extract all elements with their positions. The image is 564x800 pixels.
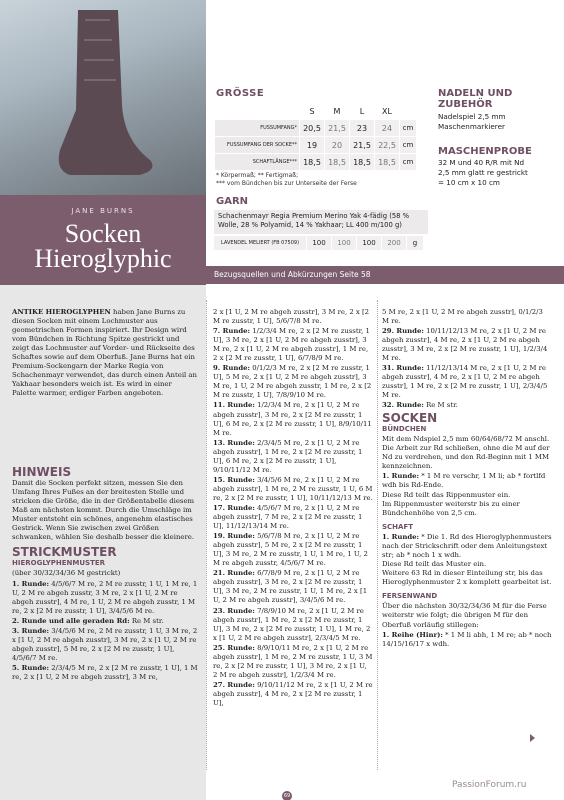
- size-col-s: S: [300, 103, 324, 119]
- column-1: [12, 466, 198, 683]
- size-row: FUSSUMFANG DER SOCKE** 19 20 21,5 22,5 cm: [215, 137, 416, 153]
- socken-heading: SOCKEN: [382, 410, 438, 425]
- buendchen-text: Mit dem Ndspiel 2,5 mm 60/64/68/72 M anschl. Die Arbeit zur Rd schließen, ohne die M auf der Nd zu verdrehen, und den Rd-Beginn mit 1 MM kennzeichnen.: [382, 434, 550, 470]
- yarn-color-label: LAVENDEL MELIERT (FB 07509): [214, 236, 306, 250]
- round-instruction: 19. Runde: 5/6/7/8 M re, 2 x [1 U, 2 M re abgeh zusstr], 5 M re, 2 x [2 M re zusstr, 1 U], 3 M re, 2 M re zusstr, 1 U, 1 M re, 1 U, 2 M re abgeh zusstr, 4/5/6/7 M re.: [213, 532, 368, 568]
- round-instruction: 13. Runde: 2/3/4/5 M re, 2 x [1 U, 2 M re abgeh zusstr], 1 M re, 2 x [2 M re zusstr, 1 U], 6 M re, 2 x [2 M re zusstr, 1 U], 9/10/11/12 M re.: [213, 438, 363, 474]
- round-instruction: 2 x [1 U, 2 M re abgeh zusstr], 3 M re, 2 x [2 M re zusstr, 1 U], 5/6/7/8 M re.: [213, 308, 370, 326]
- watermark: PassionForum.ru: [452, 780, 527, 790]
- buendchen-subheading: BÜNDCHEN: [382, 424, 427, 433]
- size-col-xl: XL: [375, 103, 399, 119]
- round-instruction: 11. Runde: 1/2/3/4 M re, 2 x [1 U, 2 M re abgeh zusstr], 3 M re, 2 x [2 M re zusstr, 1 U], 6 M re, 2 x [2 M re zusstr, 1 U], 8/9/10/11 M re.: [213, 401, 372, 437]
- size-heading: GRÖSSE: [216, 88, 265, 99]
- round-instruction: 17. Runde: 4/5/6/7 M re, 2 x [1 U, 2 M re abgeh zusstr], 7 M re, 2 x [2 M re zusstr, 1 U], 11/12/13/14 M re.: [213, 503, 363, 531]
- round-instruction: 29. Runde: 10/11/12/13 M re, 2 x [1 U, 2 M re abgeh zusstr], 4 M re, 2 x [1 U, 2 M re abgeh zusstr], 3 M re, 2 x [2 M re zusstr, 1 U], 1/2/3/4 M re.: [382, 327, 548, 363]
- round-instruction: 31. Runde: 11/12/13/14 M re, 2 x [1 U, 2 M re abgeh zusstr], 4 M re, 2 x [1 U, 2 M re abgeh zusstr], 1 M re, 2 x [2 M re zusstr, 1 U], 2/3/4/5 M re.: [382, 364, 548, 400]
- size-table: [214, 102, 417, 171]
- yarn-heading: GARN: [216, 196, 249, 207]
- size-row: FUSSUMFANG* 20,5 21,5 23 24 cm: [215, 120, 416, 136]
- round-instruction: 5. Runde: 2/3/4/5 M re, 2 x [2 M re zusstr, 1 U], 1 M re, 2 x [1 U, 2 M re abgeh zusstr], 3 M re,: [12, 663, 198, 681]
- size-footnote: * Körpermaß; ** Fertigmaß; *** vom Bündchen bis zur Unterseite der Ferse: [216, 172, 357, 187]
- needles-text: Nadelspiel 2,5 mm Maschenmarkierer: [438, 112, 506, 131]
- page-number: 69: [283, 793, 291, 799]
- yarn-amounts-row: LAVENDEL MELIERT (FB 07509) 100 100 100 200 g: [214, 236, 423, 250]
- round-instruction: 27. Runde: 9/10/11/12 M re, 2 x [1 U, 2 M re abgeh zusstr], 4 M re, 2 x [2 M re zusstr, 1 U],: [213, 680, 373, 707]
- size-col-m: M: [325, 103, 349, 119]
- column-3: 5 M re, 2 x [1 U, 2 M re abgeh zusstr], 0/1/2/3 M re. 29. Runde: 10/11/12/13 M re, 2 x [1 U, 2 M re abgeh zusstr], 4 M re, 2 x [1 U, 2 M re abgeh zusstr], 3 M re, 2 x [2 M re zusstr, 1 U], 1/2/3/4 M re. 31. Runde: 11/12/13/14 M re, 2 x [1 U, 2 M re abgeh zusstr], 4 M re, 2 x [1 U, 2 M re abgeh zusstr], 1 M re, 2 x [2 M re zusstr, 1 U], 2/3/4/5 M re. 32. Runde: Re M str. SOCKEN BÜNDCHEN Mit dem Ndspiel 2,5 mm 60/64/68/72 M anschl. Die Arbeit zur Rd schließen, ohne die M auf der Nd zu verdrehen, und den Rd-Beginn mit 1 MM kennzeichnen. 1. Runde: * 1 M re verschr, 1 M li; ab * fortlfd wdh bis Rd-Ende. Diese Rd teilt das Rippenmuster ein. Im Rippenmuster weiterstr bis zu einer Bündchenhöhe von 2,5 cm. SCHAFT 1. Runde: * Die 1. Rd des Hieroglyphenmusters nach der Strickschrift oder dem Anleitungstext str; ab * noch 1 x wdh. Diese Rd teilt das Muster ein. Weitere 63 Rd in dieser Einteilung str, bis das Hieroglyphenmuster 2 x komplett gearbeitet ist. FERSENWAND Über die nächsten 30/32/34/36 M für die Ferse weiterstr wie folgt; die übrigen M für den Oberfuß vorläufig stillegen: 1. Reihe (Hinr): * 1 M li abh, 1 M re; ab * noch 14/15/16/17 x wdh.: [382, 308, 552, 648]
- strickmuster-heading: STRICKMUSTER: [12, 545, 117, 560]
- sock-illustration: [40, 10, 160, 180]
- hero-photo: [0, 0, 206, 195]
- round-list-1: [12, 580, 198, 683]
- round-list-2: [213, 308, 373, 708]
- hieroglyphenmuster-subheading: HIEROGLYPHENMUSTER: [12, 559, 106, 568]
- hinweis-heading: HINWEIS: [12, 465, 72, 479]
- references-bar: Bezugsquellen und Abkürzungen Seite 58: [206, 266, 564, 284]
- stitch-count-note: (über 30/32/34/36 M gestrickt): [12, 569, 121, 578]
- round-instruction: 32. Runde: Re M str.: [382, 401, 458, 410]
- round-instruction: 21. Runde: 6/7/8/9 M re, 2 x [1 U, 2 M re abgeh zusstr], 3 M re, 2 x [2 M re zusstr, 1 U], 3 M re, 2 M re zusstr, 1 U, 1 M re, 2 x [1 U, 2 M re abgeh zusstr], 3/4/5/6 M re.: [213, 569, 368, 605]
- size-row: SCHAFTLÄNGE*** 18,5 18,5 18,5 18,5 cm: [215, 154, 416, 170]
- intro-text: ANTIKE HIEROGLYPHEN haben Jane Burns zu diesen Socken mit einem Lochmuster aus geometrischen Formen inspiriert. Ihr Design wird vom Bündchen in Richtung Spitze gestrickt und zeigt das Lochmuster auf Vorder- und Rückseite des Schaftes sowie auf dem Oberfuß. Jane Burns hat ein Premium-Sockengarn der Marke Regia von Schachenmayr verwendet, das durch einen Anteil an Yakhaar besonders weich ist. Es wird in einer Palette warmer, erdiger Farben angeboten.: [12, 308, 197, 398]
- pattern-title-line2: Hieroglyphic: [34, 244, 172, 273]
- column-divider: [206, 300, 207, 770]
- fersenwand-subheading: FERSENWAND: [382, 592, 438, 601]
- fersenwand-text: Über die nächsten 30/32/34/36 M für die Ferse weiterstr wie folgt; die übrigen M für den Oberfuß vorläufig stillegen:: [382, 602, 547, 629]
- yarn-description: Schachenmayr Regia Premium Merino Yak 4-fädig (58 % Wolle, 28 % Polyamid, 14 % Yakhaar; LL 400 m/100 g): [214, 210, 428, 234]
- round-list-3: [382, 308, 552, 411]
- column-divider: [377, 300, 378, 770]
- schaft-subheading: SCHAFT: [382, 523, 414, 532]
- buendchen-text-2: Diese Rd teilt das Rippenmuster ein. Im Rippenmuster weiterstr bis zu einer Bündchenhöhe von 2,5 cm.: [382, 490, 520, 517]
- column-2: [213, 308, 373, 709]
- pattern-title-line1: Socken: [64, 219, 142, 248]
- gauge-text: 32 M und 40 R/R mit Nd 2,5 mm glatt re gestrickt = 10 cm x 10 cm: [438, 158, 528, 187]
- continue-arrow-icon: [530, 734, 535, 742]
- round-instruction: 25. Runde: 8/9/10/11 M re, 2 x [1 U, 2 M re abgeh zusstr], 1 M re, 2 M re zusstr, 1 U, 3 M re, 2 x [2 M re zusstr, 1 U], 3 M re, 2 x [1 U, 2 M re abgeh zusstr], 1/2/3/4 M re.: [213, 643, 373, 679]
- needles-heading: NADELN UND ZUBEHÖR: [438, 88, 513, 110]
- round-instruction: 15. Runde: 3/4/5/6 M re, 2 x [1 U, 2 M re abgeh zusstr], 1 M re, 2 M re zusstr, 1 U, 6 M re, 2 x [2 M re zusstr, 1 U], 10/11/12/13 M re.: [213, 475, 373, 502]
- round-instruction: 23. Runde: 7/8/9/10 M re, 2 x [1 U, 2 M re abgeh zusstr], 1 M re, 2 x [2 M re zusstr, 1 U], 3 M re, 2 x [2 M re zusstr, 1 U], 1 M re, 2 x [1 U, 2 M re abgeh zusstr], 2/3/4/5 M re.: [213, 606, 371, 642]
- hinweis-text: Damit die Socken perfekt sitzen, messen Sie den Umfang Ihres Fußes an der breitesten Stelle und stricken die Größe, die in der Größentabelle diesem Maß am nächsten kommt. Durch die Umschläge im Muster entsteht ein schönes, angenehm elastisches Gestrick. Wenn Sie zwischen zwei Größen schwanken, wählen Sie deshalb besser die kleinere.: [12, 479, 195, 542]
- author-name: JANE BURNS: [71, 207, 135, 215]
- size-col-l: L: [350, 103, 374, 119]
- round-instruction: 1. Runde: 4/5/6/7 M re, 2 M re zusstr, 1 U, 1 M re, 1 U, 2 M re abgeh zusstr, 3 M re, 2 x [1 U, 2 M re abgeh zusstr], 4 M re, 1 U, 2 M re abgeh zusstr, 1 M re, 2 x [2 M re zusstr, 1 U], 3/4/5/6 M re.: [12, 579, 198, 615]
- round-instruction: 5 M re, 2 x [1 U, 2 M re abgeh zusstr], 0/1/2/3 M re.: [382, 308, 543, 326]
- round-instruction: 7. Runde: 1/2/3/4 M re, 2 x [2 M re zusstr, 1 U], 3 M re, 2 x [1 U, 2 M re abgeh zusstr], 3 M re, 2 x [1 U, 2 M re abgeh zusstr], 1 M re, 2 x [2 M re zusstr, 1 U], 6/7/8/9 M re.: [213, 327, 370, 363]
- gauge-heading: MASCHENPROBE: [438, 146, 532, 157]
- round-instruction: 3. Runde: 3/4/5/6 M re, 2 M re zusstr, 1 U, 3 M re, 2 x [1 U, 2 M re abgeh zusstr], 3 M re, 2 x [1 U, 2 M re abgeh zusstr], 5 M re, 2 x [2 M re zusstr, 1 U], 4/5/6/7 M re.: [12, 626, 198, 662]
- title-block: [0, 195, 206, 285]
- round-instruction: 2. Runde und alle geraden Rd: Re M str.: [12, 616, 164, 625]
- round-instruction: 9. Runde: 0/1/2/3 M re, 2 x [2 M re zusstr, 1 U], 5 M re, 2 x [1 U, 2 M re abgeh zusstr], 3 M re, 1 U, 2 M re abgeh zusstr, 1 M re, 2 x [2 M re zusstr, 1 U], 7/8/9/10 M re.: [213, 364, 372, 400]
